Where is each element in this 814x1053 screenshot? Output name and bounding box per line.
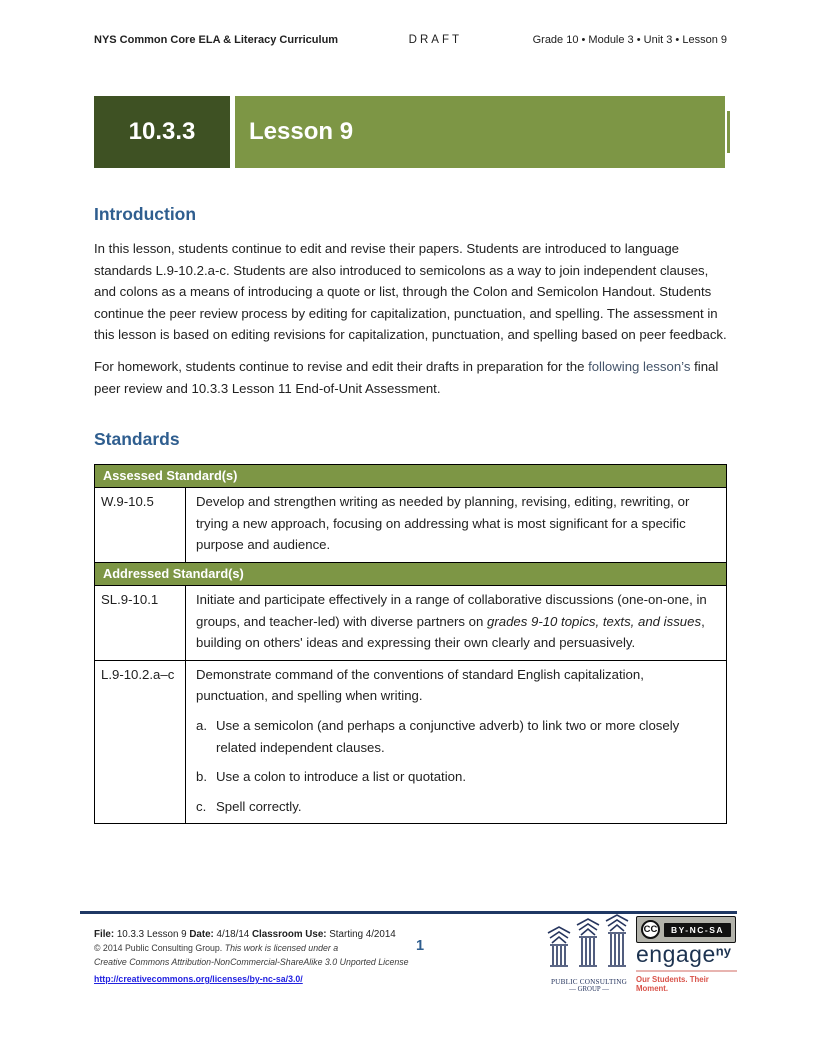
date-label: Date: (189, 929, 214, 940)
footer-divider (80, 911, 737, 914)
engage-wordmark (636, 941, 737, 968)
banner-notch (727, 111, 730, 153)
list-item-text: Use a colon to introduce a list or quotation. (216, 769, 466, 785)
copyright-text: © 2014 Public Consulting Group. (94, 943, 225, 953)
document-body (94, 96, 730, 824)
addressed-standards-header: Addressed Standard(s) (95, 562, 727, 585)
creative-commons-badge (636, 916, 736, 943)
public-consulting-group-logo (544, 913, 634, 993)
cc-icon: CC (641, 920, 660, 939)
engage-ny-logo (636, 941, 737, 993)
standards-heading: Standards (94, 429, 180, 450)
p2-text-before: For homework, students continue to revise and edit their drafts in preparation for the (94, 358, 589, 374)
list-item (196, 766, 716, 788)
cc-license-label: BY-NC-SA (664, 923, 731, 937)
standard-code: SL.9-10.1 (95, 585, 186, 660)
footer-copyright-line (94, 942, 424, 956)
p2-text-after: final peer review and 10.3.3 Lesson 11 End-of-Unit Assessment. (94, 358, 719, 396)
footer-file-info (94, 928, 424, 987)
license-text-2: Creative Commons Attribution-NonCommercial-ShareAlike 3.0 Unported License (94, 956, 409, 967)
engage-ny-superscript: ny (715, 943, 731, 959)
classroom-use-label: Classroom Use: (251, 929, 327, 940)
standard-text: Develop and strengthen writing as needed by planning, revising, editing, rewriting, or trying a new approach, focusing on addressing what is most significant for a specific purpose and audience. (186, 488, 727, 563)
curriculum-title: NYS Common Core ELA & Literacy Curriculum (94, 34, 339, 46)
date-value: 4/18/14 (213, 929, 252, 940)
engage-word: engage (636, 941, 716, 967)
standards-table (94, 464, 727, 824)
classroom-use-value: Starting 4/2014 (326, 929, 396, 940)
standard-text (186, 585, 727, 660)
pcg-name-line2: — GROUP — (569, 986, 609, 993)
standard-code: W.9-10.5 (95, 488, 186, 563)
footer-file-line (94, 928, 424, 942)
table-row (95, 562, 727, 585)
table-row (95, 585, 727, 660)
introduction-heading: Introduction (94, 204, 197, 224)
file-label: File: (94, 929, 115, 940)
p2-muted-phrase: following lesson’s (588, 358, 691, 374)
lesson-title: Lesson 9 (235, 96, 725, 168)
standard-text-segment: Initiate and participate effectively in a range of collaborative discussions (one-on-one, in groups, and teacher-led) with diverse partners on (196, 591, 707, 629)
draft-watermark: DRAFT (408, 34, 463, 46)
table-row (95, 488, 727, 563)
list-item-text: Use a semicolon (and perhaps a conjunctive adverb) to link two or more closely related independent clauses. (216, 717, 680, 755)
page-number: 1 (415, 938, 425, 954)
pcg-name-line1: PUBLIC CONSULTING (550, 978, 627, 986)
lesson-banner (94, 96, 730, 168)
lesson-code-badge: 10.3.3 (94, 96, 230, 168)
list-item-text: Spell correctly. (216, 798, 302, 814)
list-item (196, 796, 716, 818)
page-header (94, 34, 727, 46)
list-item-label: c. (196, 798, 207, 814)
introduction-paragraph-2 (94, 356, 727, 399)
introduction-paragraph-1: In this lesson, students continue to edit and revise their papers. Students are introduced to language standards L.9-10.2.a-c. Students are also introduced to semicolons as a way to join independent clauses, and colons as a means of introducing a quote or list, through the Colon and Semicolon Handout. Students continue the peer review process by editing for capitalization, punctuation, and spelling. The assessment in this lesson is based on editing revisions for capitalization, punctuation, and spelling based on peer feedback. (94, 241, 727, 343)
standard-text (186, 660, 727, 824)
standard-text-italic: grades 9-10 topics, texts, and issues (487, 613, 702, 629)
file-value: 10.3.3 Lesson 9 (114, 929, 190, 940)
license-link[interactable]: http://creativecommons.org/licenses/by-nc-sa/3.0/ (94, 974, 303, 984)
pcg-pillars-icon (546, 913, 632, 973)
engage-rule (636, 970, 737, 972)
breadcrumb: Grade 10 • Module 3 • Unit 3 • Lesson 9 (532, 34, 727, 46)
standard-code: L.9-10.2.a–c (95, 660, 186, 824)
standard-lead-text: Demonstrate command of the conventions of standard English capitalization, punctuation, and spelling when writing. (196, 666, 644, 704)
table-row (95, 660, 727, 824)
engage-tagline: Our Students. Their Moment. (636, 974, 709, 993)
table-row (95, 465, 727, 488)
standard-text-segment: , building on others' ideas and expressing their own clearly and persuasively. (196, 613, 705, 651)
assessed-standards-header: Assessed Standard(s) (95, 465, 727, 488)
list-item-label: a. (196, 717, 207, 733)
license-text-1: This work is licensed under a (224, 943, 339, 953)
list-item (196, 715, 716, 758)
list-item-label: b. (196, 769, 207, 785)
